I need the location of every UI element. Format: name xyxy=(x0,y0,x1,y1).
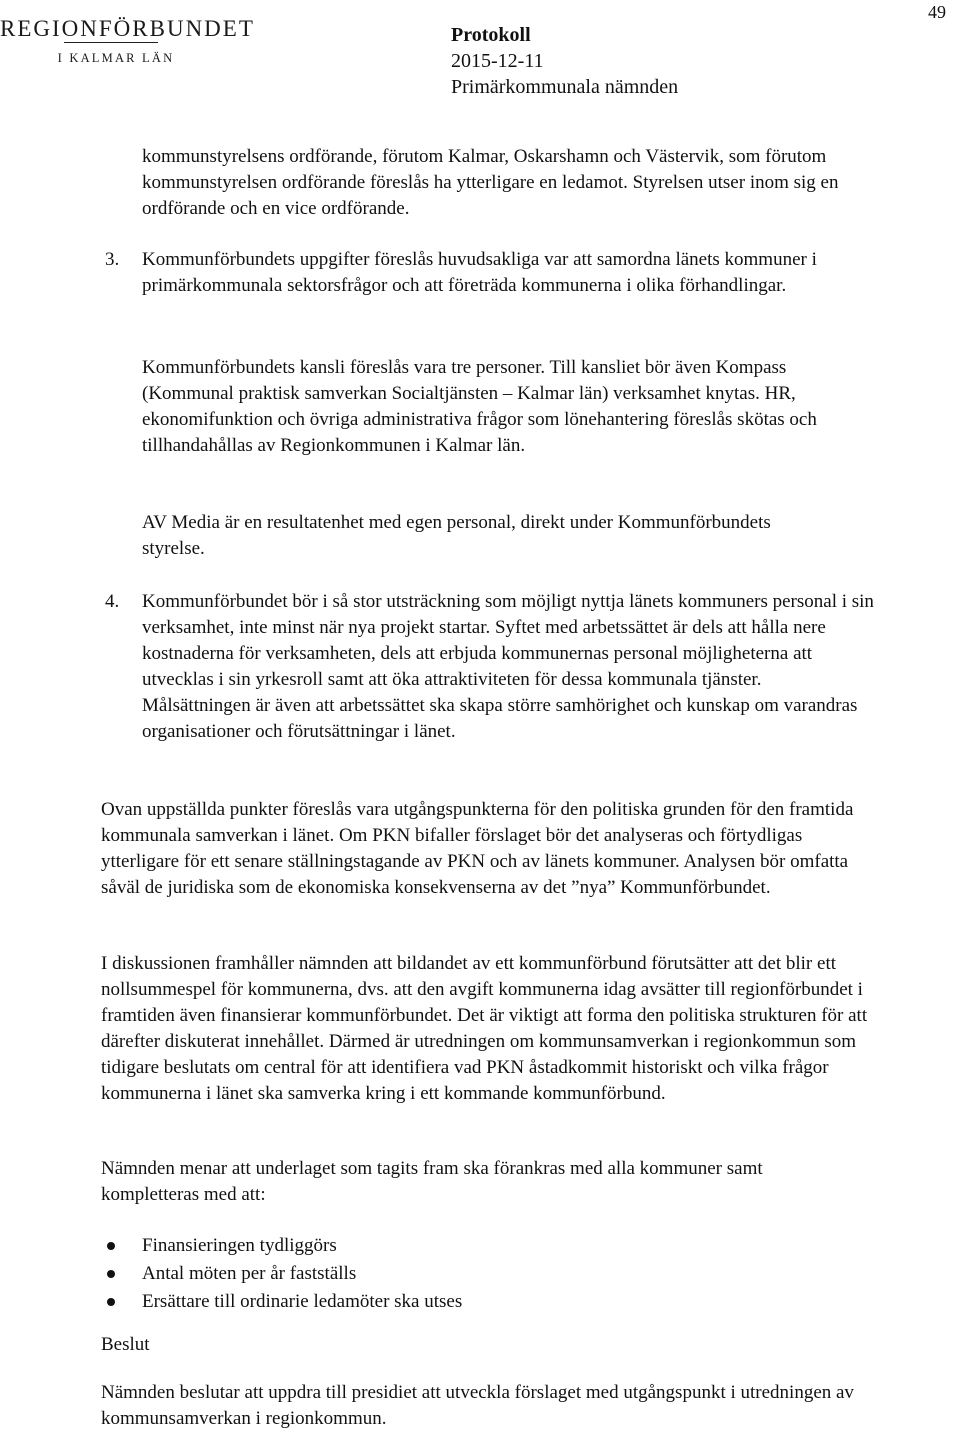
beslut-heading: Beslut xyxy=(101,1334,150,1355)
logo-divider xyxy=(64,42,158,43)
paragraph-continuation: kommunstyrelsens ordförande, förutom Kalmar, Oskarshamn och Västervik, som förutom kommunstyrelsen ordförande föreslås ha ytterligare en ledamot. Styrelsen utser inom sig en ordförande och en vice ordförande. xyxy=(142,146,839,219)
bullet-item xyxy=(105,1260,462,1288)
bullet-item xyxy=(105,1232,462,1260)
item-3-kansli-paragraph: Kommunförbundets kansli föreslås vara tre personer. Till kansliet bör även Kompass (Kommunal praktisk samverkan Socialtjänsten – Kalmar län) verksamhet knytas. HR, ekonomifunktion och övriga administrativa frågor som lönehantering föreslås skötas och tillhandahållas av Regionkommunen i Kalmar län. xyxy=(142,357,817,456)
item-number-4: 4. xyxy=(105,591,120,612)
document-header xyxy=(451,22,678,100)
logo-main-text: REGIONFÖRBUNDET xyxy=(0,16,255,41)
paragraph-namnden: Nämnden menar att underlaget som tagits fram ska förankras med alla kommuner samt kompletteras med att: xyxy=(101,1158,763,1205)
item-number-3: 3. xyxy=(105,249,120,270)
page-number: 49 xyxy=(928,2,946,22)
bullet-icon xyxy=(107,1242,115,1250)
item-3-text: Kommunförbundets uppgifter föreslås huvudsakliga var att samordna länets kommuner i primärkommunala sektorsfrågor och att företräda kommunerna i olika förhandlingar. xyxy=(142,249,817,296)
item-4-text: Kommunförbundet bör i så stor utsträckning som möjligt nyttja länets kommuners personal i sin verksamhet, inte minst när nya projekt startar. Syftet med arbetssättet är dels att hålla nere kostnaderna för verksamheten, dels att erbjuda kommunernas personal möjligheterna att utvecklas i sin yrkesroll samt att öka attraktiviteten för dessa kommunala tjänster. Målsättningen är även att arbetssättet ska skapa större samhörighet och kunskap om varandras organisationer och förutsättningar i länet. xyxy=(142,591,874,742)
document-type: Protokoll xyxy=(451,24,531,46)
beslut-text: Nämnden beslutar att uppdra till presidiet att utveckla förslaget med utgångspunkt i utredningen av kommunsamverkan i regionkommun. xyxy=(101,1382,854,1429)
bullet-icon xyxy=(107,1270,115,1278)
paragraph-diskussion: I diskussionen framhåller nämnden att bildandet av ett kommunförbund förutsätter att det blir ett nollsummespel för kommunerna, dvs. att den avgift kommunerna idag avsätter till regionförbundet i framtiden även finansierar kommunförbundet. Det är viktigt att forma den politiska strukturen för att därefter diskuterat innehållet. Därmed är utredningen om kommunsamverkan i regionkommun som tidigare beslutats om central för att identifiera vad PKN åstadkommit historiskt och vilka frågor kommunerna i länet ska samverka kring i ett kommande kommunförbund. xyxy=(101,953,868,1104)
bullet-icon xyxy=(107,1298,115,1306)
bullet-item xyxy=(105,1288,462,1316)
bullet-text: Finansieringen tydliggörs xyxy=(142,1235,337,1256)
logo-sub-text: I KALMAR LÄN xyxy=(57,51,175,65)
document-date: 2015-12-11 xyxy=(451,50,544,72)
bullet-text: Ersättare till ordinarie ledamöter ska utses xyxy=(142,1291,463,1312)
bullet-text: Antal möten per år fastställs xyxy=(142,1263,357,1284)
bullet-list xyxy=(105,1232,462,1316)
item-3-av-media-paragraph: AV Media är en resultatenhet med egen personal, direkt under Kommunförbundets styrelse. xyxy=(142,512,771,559)
paragraph-ovan: Ovan uppställda punkter föreslås vara utgångspunkterna för den politiska grunden för den framtida kommunala samverkan i länet. Om PKN bifaller förslaget bör det analyseras och förtydligas ytterligare för ett senare ställningstagande av PKN och av länets kommuner. Analysen bör omfatta såväl de juridiska som de ekonomiska konsekvenserna av det ”nya” Kommunförbundet. xyxy=(101,799,854,898)
region-forbundet-logo xyxy=(0,16,255,66)
committee-name: Primärkommunala nämnden xyxy=(451,76,679,98)
